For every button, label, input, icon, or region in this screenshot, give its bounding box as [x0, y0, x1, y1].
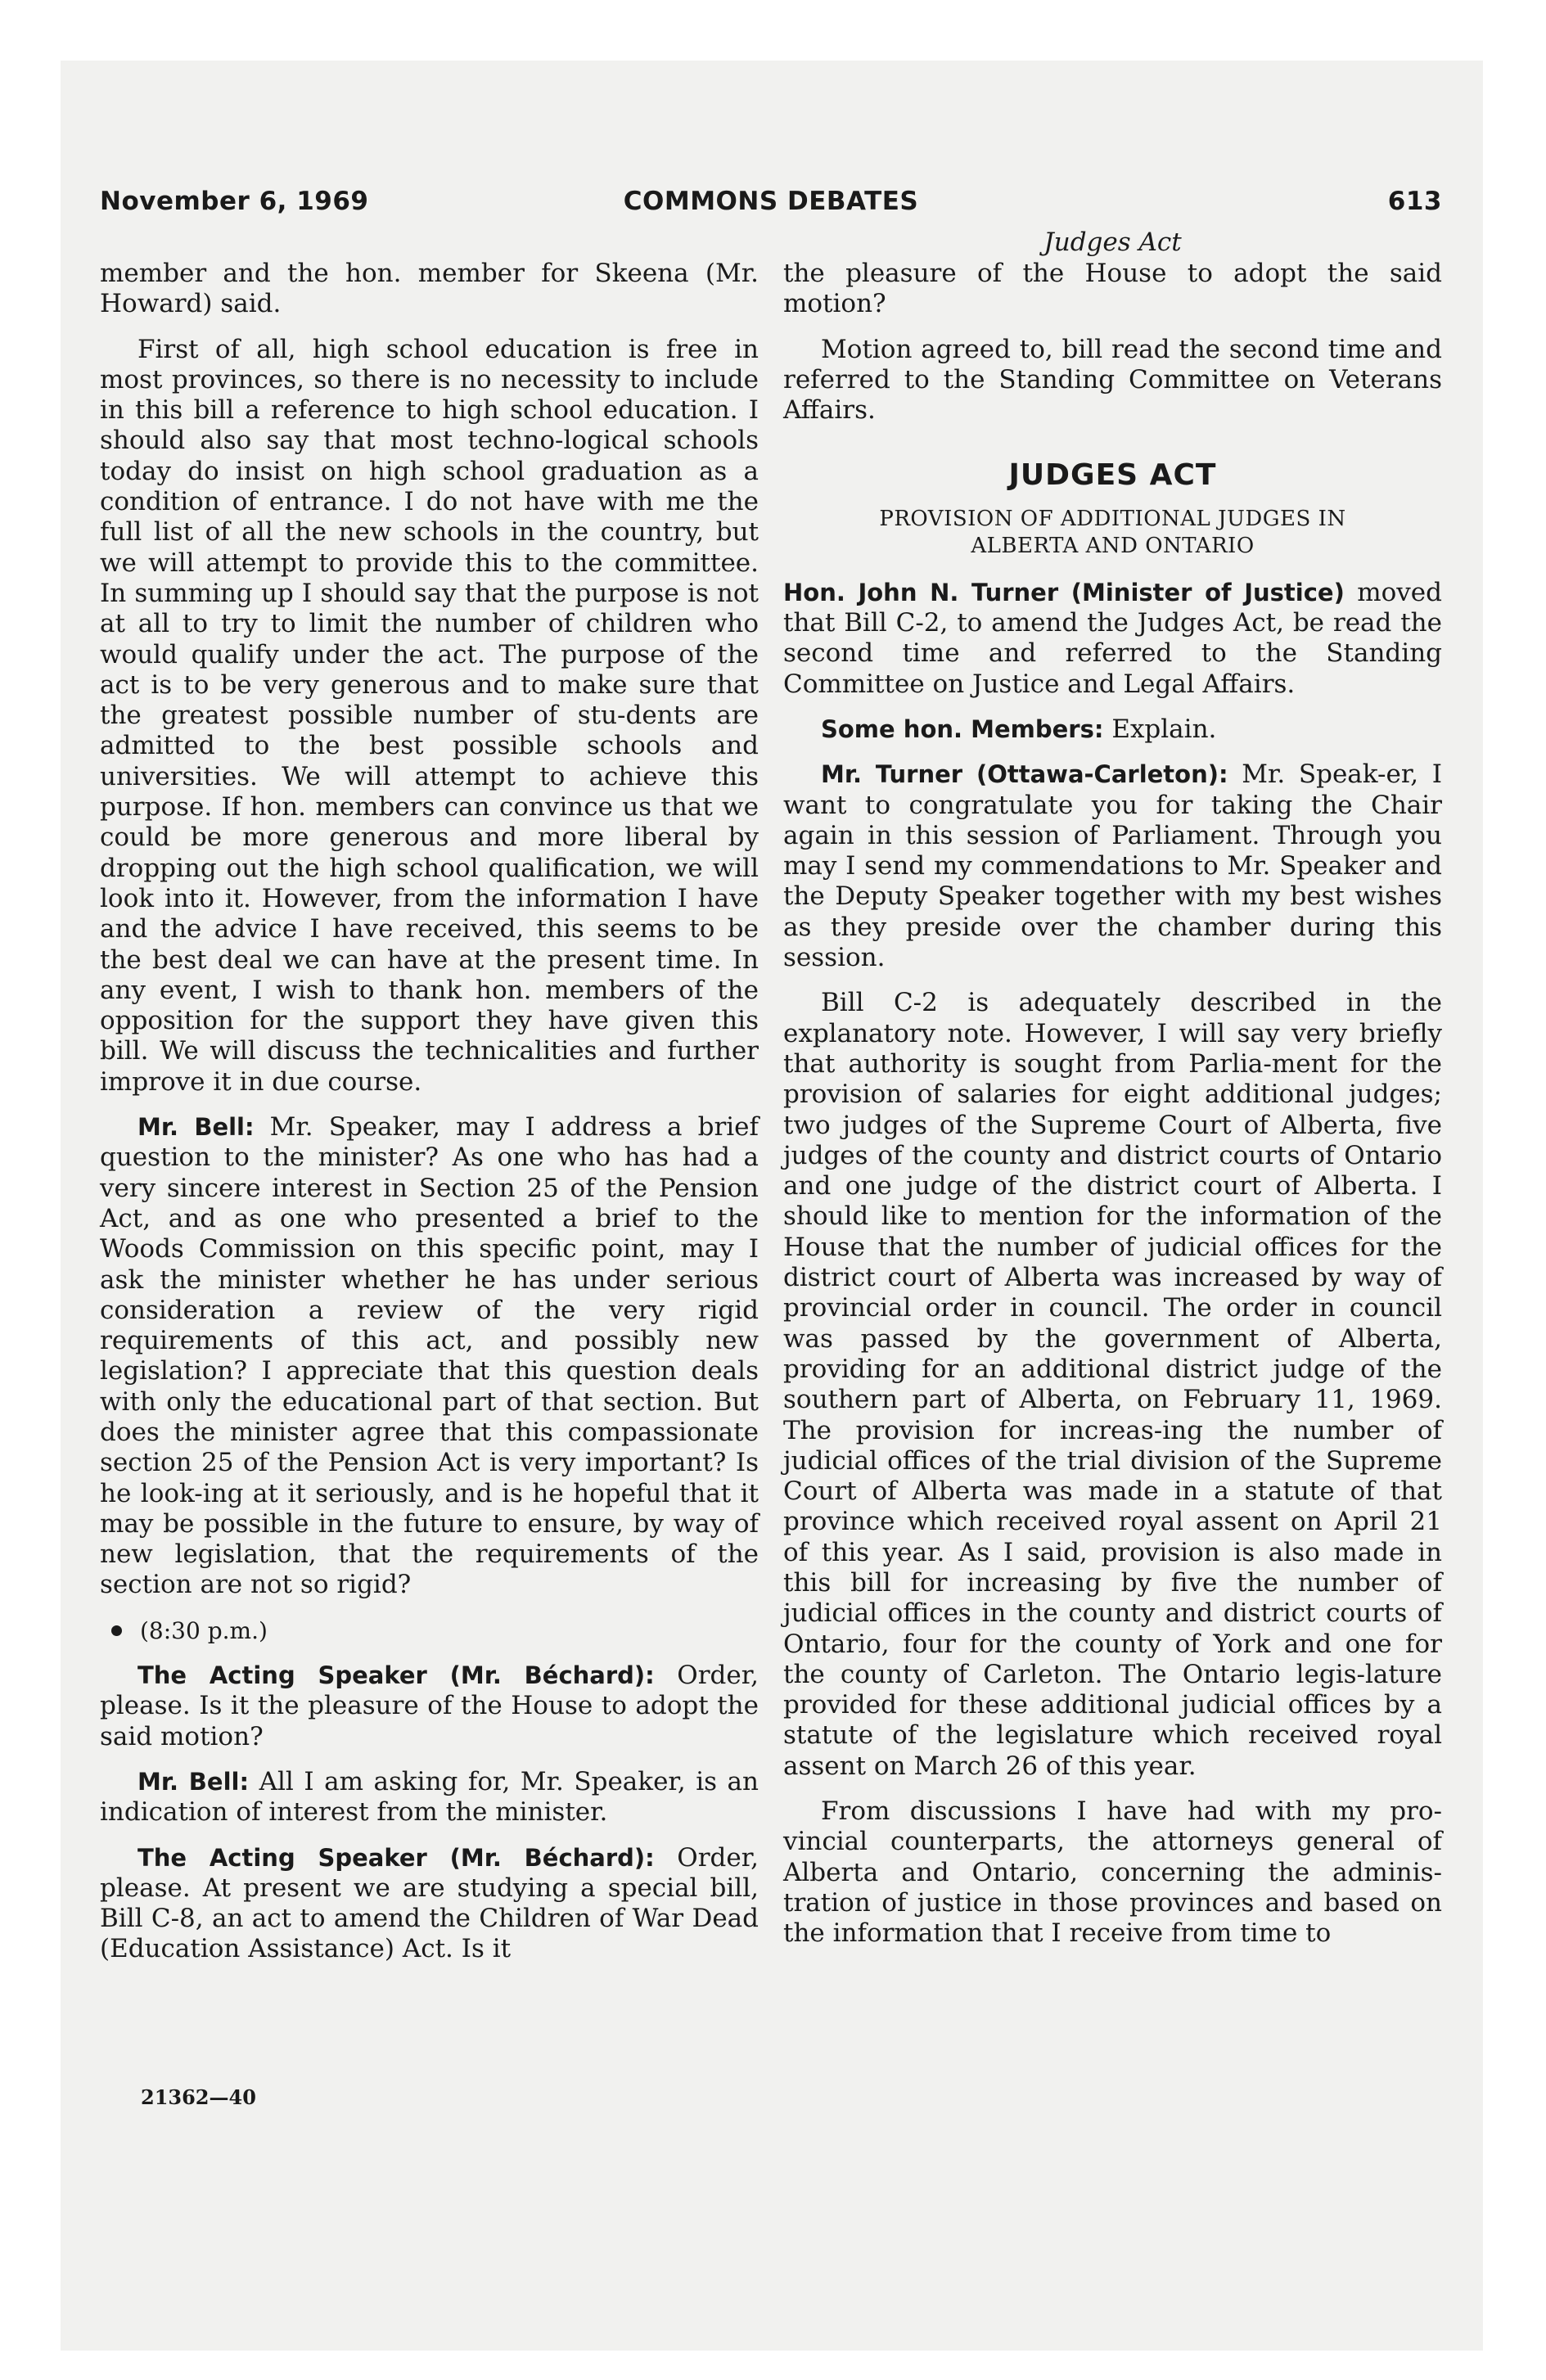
speech-text: Order, please. Is it the pleasure of the House to adopt the said motion?	[100, 1661, 759, 1751]
paragraph	[100, 1767, 759, 1828]
speech-text: All I am asking for, Mr. Speaker, is an indication of interest from the minister.	[100, 1766, 759, 1828]
paragraph: Motion agreed to, bill read the second time and referred to the Standing Committee on Veterans Affairs.	[783, 334, 1442, 426]
running-head: Judges Act	[1043, 228, 1182, 257]
speaker-name: The Acting Speaker (Mr. Béchard):	[137, 1661, 655, 1690]
document-page	[100, 187, 1442, 2109]
paragraph	[100, 1112, 759, 1601]
bullet-icon	[111, 1625, 122, 1636]
paragraph	[783, 760, 1442, 973]
speaker-name: Some hon. Members:	[821, 714, 1104, 743]
timestamp	[100, 1616, 759, 1646]
paragraph: the pleasure of the House to adopt the said motion?	[783, 259, 1442, 319]
paragraph	[100, 1843, 759, 1965]
timestamp-text: (8:30 p.m.)	[140, 1616, 268, 1644]
speaker-name: Mr. Bell:	[137, 1113, 255, 1142]
subheading-line: PROVISION OF ADDITIONAL JUDGES IN	[879, 506, 1346, 531]
page-footer-code: 21362—40	[141, 2085, 256, 2109]
right-column	[783, 259, 1442, 1964]
paragraph	[100, 1661, 759, 1752]
speaker-name: The Acting Speaker (Mr. Béchard):	[137, 1843, 655, 1872]
speech-text: Mr. Speaker, may I address a brief question to the minister? As one who has had a very sincere interest in Section 25 of the Pension Act, and as one who presented a brief to the Woods Commission on this specific point, may I ask the minister whether he has under serious consideration a review of the very rigid requirements of this act, and possibly new legislation? I appreciate that this question deals with only the educational part of that section. But does the minister agree that this compassionate section 25 of the Pension Act is very important? Is he look-ing at it seriously, and is he hopeful that it may be possible in the future to ensure, by way of new legislation, that the requirements of the section are not so rigid?	[100, 1112, 759, 1600]
header-page-number: 613	[1387, 187, 1442, 216]
speech-text: Explain.	[1111, 714, 1217, 744]
header-publication: COMMONS DEBATES	[623, 187, 919, 216]
paragraph: From discussions I have had with my pro-vincial counterparts, the attorneys general of Alberta and Ontario, concerning the adminis-tration of justice in those provinces and based on the information that I receive from time to	[783, 1796, 1442, 1949]
page-header	[100, 187, 1442, 228]
paragraph: Bill C-2 is adequately described in the explanatory note. However, I will say very briefly that authority is sought from Parlia-ment for the provision of salaries for eight additional judges; two judges of the Supreme Court of Alberta, five judges of the county and district courts of Ontario and one judge of the district court of Alberta. I should like to mention for the information of the House that the number of judicial offices for the district court of Alberta was increased by way of provincial order in council. The order in council was passed by the government of Alberta, providing for an additional district judge of the southern part of Alberta, on February 11, 1969. The provision for increas-ing the number of judicial offices of the trial division of the Supreme Court of Alberta was made in a statute of that province which received royal assent on April 21 of this year. As I said, provision is also made in this bill for increasing by five the number of judicial offices in the county and district courts of Ontario, four for the county of York and one for the county of Carleton. The Ontario legis-lature provided for these additional judicial offices by a statute of the legislature which received royal assent on March 26 of this year.	[783, 988, 1442, 1781]
header-date: November 6, 1969	[100, 187, 369, 216]
speech-text: Mr. Speak-er, I want to congratulate you for taking the Chair again in this session of Parliament. Through you may I send my commendations to Mr. Speaker and the Deputy Speaker together with my best wishes as they preside over the chamber during this session.	[783, 760, 1442, 973]
speech-text: moved that Bill C-2, to amend the Judges Act, be read the second time and referred to the Standing Committee on Justice and Legal Affairs.	[783, 577, 1442, 699]
speaker-name: Mr. Turner (Ottawa-Carleton):	[821, 760, 1228, 789]
speaker-name: Mr. Bell:	[137, 1767, 250, 1796]
speaker-name: Hon. John N. Turner (Minister of Justice)	[783, 578, 1345, 606]
subheading-line: ALBERTA AND ONTARIO	[971, 533, 1255, 558]
paragraph	[783, 714, 1442, 745]
paragraph	[783, 578, 1442, 700]
left-column	[100, 259, 759, 1980]
section-heading: JUDGES ACT	[1008, 458, 1217, 493]
paragraph: First of all, high school education is free in most provinces, so there is no necessity to include in this bill a reference to high school education. I should also say that most techno-logical schools today do insist on high school graduation as a condition of entrance. I do not have with me the full list of all the new schools in the country, but we will attempt to provide this to the committee. In summing up I should say that the purpose is not at all to try to limit the number of children who would qualify under the act. The purpose of the act is to be very generous and to make sure that the greatest possible number of stu-dents are admitted to the best possible schools and universities. We will attempt to achieve this purpose. If hon. members can convince us that we could be more generous and more liberal by dropping out the high school qualification, we will look into it. However, from the information I have and the advice I have received, this seems to be the best deal we can have at the present time. In any event, I wish to thank hon. members of the opposition for the support they have given this bill. We will discuss the technicalities and further improve it in due course.	[100, 334, 759, 1097]
speech-text: Order, please. At present we are studying a special bill, Bill C-8, an act to amend the Children of War Dead (Education Assistance) Act. Is it	[100, 1842, 759, 1964]
section-subheading	[783, 506, 1442, 560]
paragraph: member and the hon. member for Skeena (Mr. Howard) said.	[100, 259, 759, 319]
